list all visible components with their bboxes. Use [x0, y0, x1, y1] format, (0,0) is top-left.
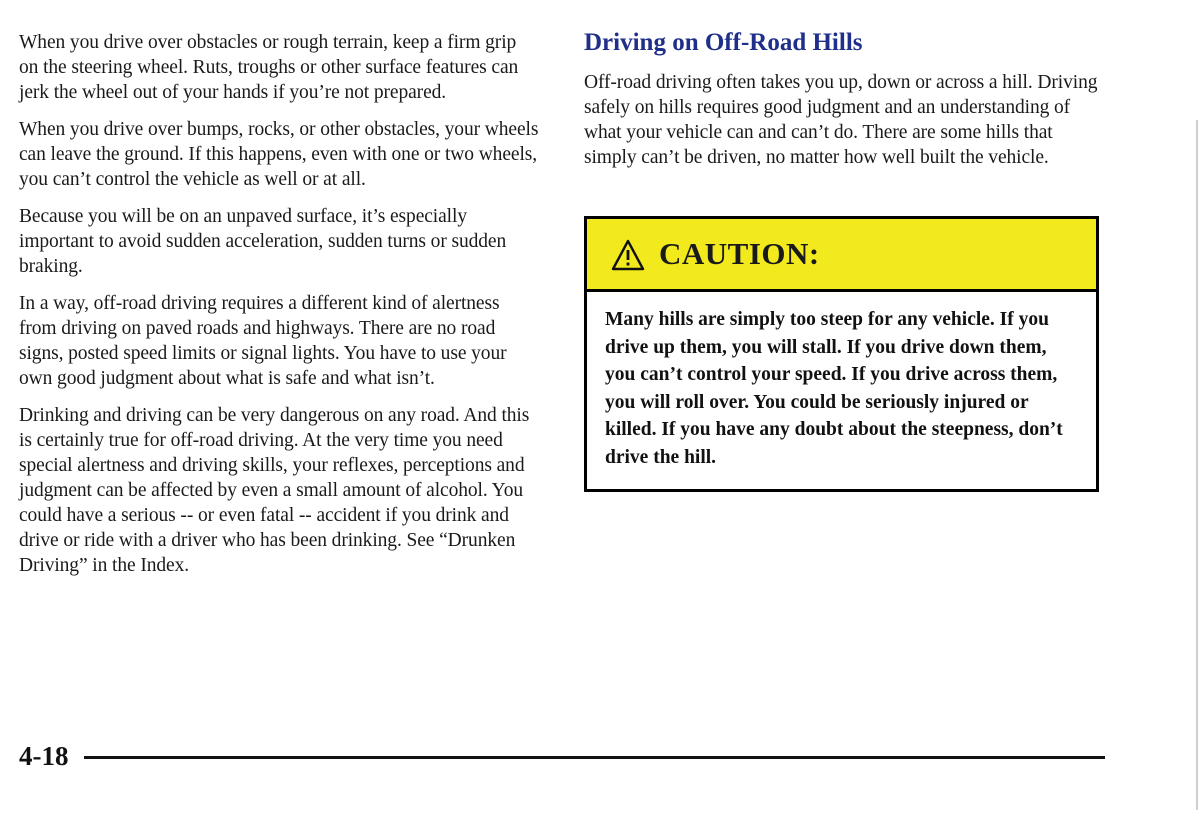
page-number: 4-18: [19, 741, 69, 771]
left-column: [19, 30, 539, 590]
warning-triangle-icon: [611, 239, 645, 271]
paragraph-alertness: In a way, off-road driving requires a different kind of alertness from driving on paved roads and highways. There are no road signs, posted speed limits or signal lights. You have to use your own good judgment about what is safe and what isn’t.: [19, 293, 507, 389]
paragraph-wheels-leave-ground: When you drive over bumps, rocks, or other obstacles, your wheels can leave the ground. If this happens, even with one or two wheels, you can’t control the vehicle as well or at all.: [19, 119, 539, 190]
caution-text: Many hills are simply too steep for any vehicle. If you drive up them, you will stall. If you drive down them, you can’t control your speed. If you drive across them, you will roll over. You could be seriously injured or killed. If you have any doubt about the steepness, don’t drive the hill.: [605, 309, 1063, 468]
section-heading: Driving on Off-Road Hills: [584, 29, 863, 56]
page-edge-line: [1196, 120, 1198, 810]
paragraph-drinking-driving: Drinking and driving can be very dangerous on any road. And this is certainly true for off-road driving. At the very time you need special alertness and driving skills, your reflexes, perceptions and judgment can be affected by even a small amount of alcohol. You could have a serious -- or even fatal -- accident if you drink and drive or ride with a driver who has been drinking. See “Drunken Driving” in the Index.: [19, 405, 530, 576]
paragraph-off-road-hills: Off-road driving often takes you up, down or across a hill. Driving safely on hills requires good judgment and an understanding of what your vehicle can and can’t do. There are some hills that simply can’t be driven, no matter how well built the vehicle.: [584, 72, 1098, 168]
right-column: [584, 28, 1104, 182]
paragraph-unpaved-surface: Because you will be on an unpaved surface, it’s especially important to avoid sudden acceleration, sudden turns or sudden braking.: [19, 206, 507, 277]
caution-box: [584, 216, 1099, 492]
footer-divider: [84, 756, 1105, 759]
caution-header: [587, 219, 1096, 292]
paragraph-rough-terrain: When you drive over obstacles or rough terrain, keep a firm grip on the steering wheel. Ruts, troughs or other surface features can jerk the wheel out of your hands if you’re not prepared.: [19, 32, 519, 103]
caution-title: CAUTION:: [659, 236, 820, 271]
